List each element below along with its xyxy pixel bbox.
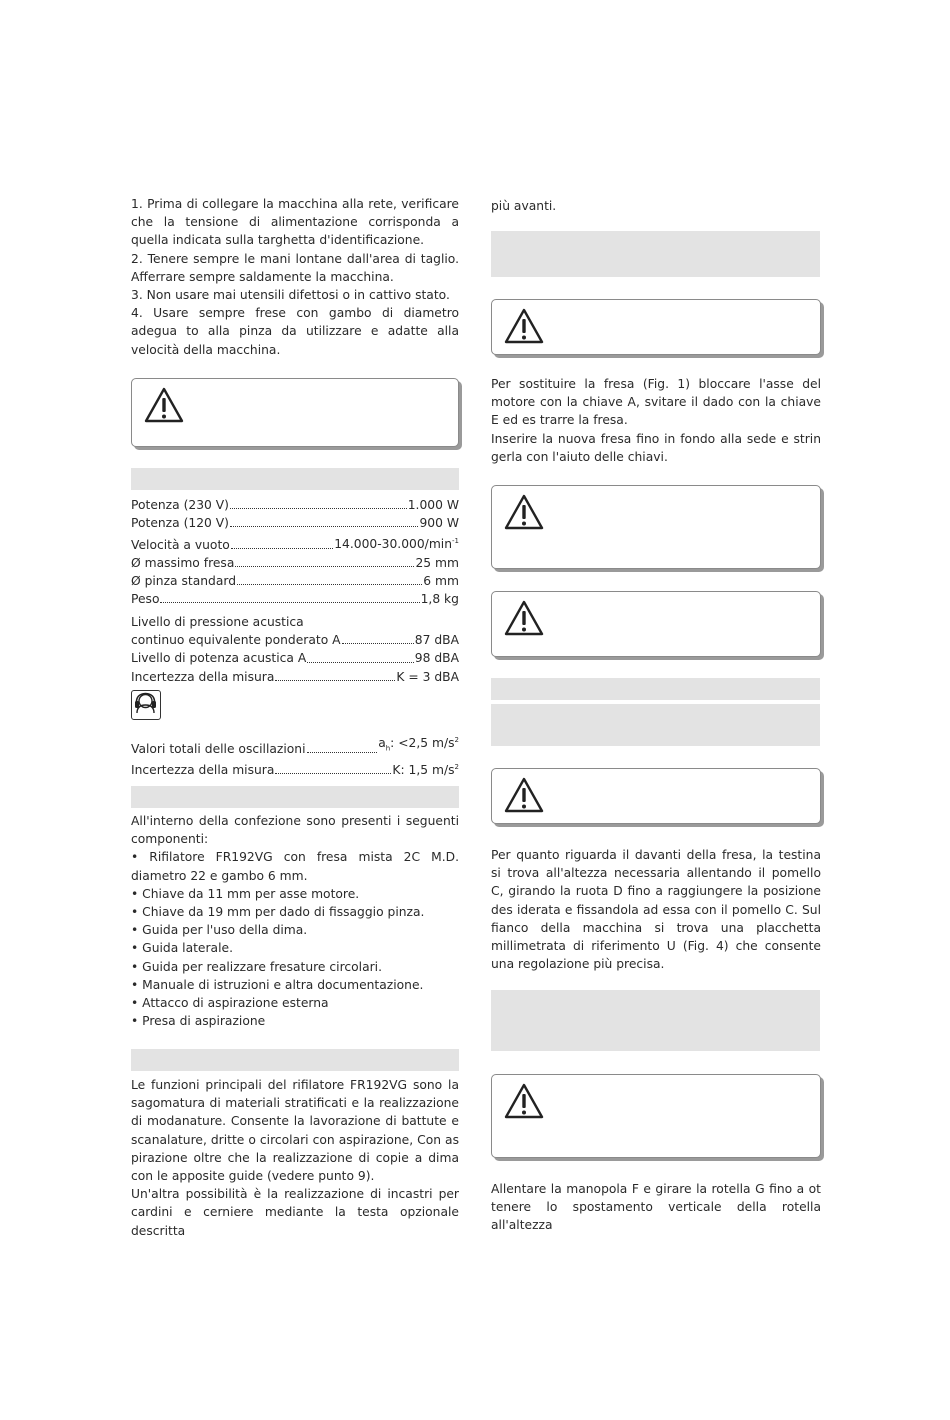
section-heading-band bbox=[131, 1049, 459, 1071]
height-adjust-text: Per quanto riguarda il davanti della fresa, la testina si trova all'altezza necessaria allentando il pomello C, girando la ruota D fino a raggiungere la posizione des iderata e fissandola ad essa con il pomello C. Sul fianco della macchina si trova una placchetta millimetrata di riferimento U (Fig. 4) che consente una regolazione più precisa. bbox=[491, 848, 821, 972]
warning-box bbox=[491, 1074, 821, 1158]
warning-box bbox=[131, 378, 459, 447]
instruction-2: 2. Tenere sempre le mani lontane dall'area di taglio. Afferrare sempre saldamente la macchina. bbox=[131, 251, 459, 284]
warning-box bbox=[491, 485, 821, 569]
spec-row: Potenza (120 V) 900 W bbox=[131, 516, 459, 531]
functions-paragraph: Un'altra possibilità è la realizzazione di incastri per cardini e cerniere mediante la testa opzionale descritta bbox=[131, 1187, 459, 1238]
section-heading-band bbox=[491, 231, 820, 277]
spec-row: Potenza (230 V) 1.000 W bbox=[131, 498, 459, 512]
warning-triangle-icon bbox=[504, 777, 544, 813]
ear-protection-icon bbox=[131, 690, 161, 720]
section-heading-band bbox=[491, 990, 820, 1051]
list-item: • Guida per l'uso della dima. bbox=[131, 923, 308, 938]
section-heading-band bbox=[491, 678, 820, 700]
list-item: • Guida per realizzare fresature circolari. bbox=[131, 959, 382, 974]
noise-row: Incertezza della misura K = 3 dBA bbox=[131, 669, 459, 684]
vibration-row: Valori totali delle oscillazioni $a_h$: <2,5 $m/s^2$ bbox=[131, 736, 459, 756]
noise-list bbox=[131, 613, 459, 686]
package-contents bbox=[131, 812, 459, 1030]
warning-triangle-icon bbox=[504, 600, 544, 636]
warning-box bbox=[491, 591, 821, 657]
instruction-1: 1. Prima di collegare la macchina alla rete, verificare che la tensione di alimentazione corrisponda a quella indicata sulla targhetta d'identificazione. bbox=[131, 197, 459, 248]
list-item: • Manuale di istruzioni e altra documentazione. bbox=[131, 977, 424, 992]
noise-row: continuo equivalente ponderato A 87 dBA bbox=[131, 633, 459, 648]
vibration-list bbox=[131, 731, 459, 779]
warning-box bbox=[491, 299, 821, 355]
vibration-row: Incertezza della misura K: 1,5 $m/s^2$ bbox=[131, 762, 459, 777]
replace-cutter-text: Per sostituire la fresa (Fig. 1) bloccare l'asse del motore con la chiave A, svitare il dado con la chiave E ed es trarre la fresa. Inserire la nuova fresa fino in fondo alla sede e strin gerla con l'aiuto delle chiavi. bbox=[491, 377, 821, 464]
functions-text bbox=[131, 1076, 459, 1240]
list-item: • Chiave da 19 mm per dado di fissaggio pinza. bbox=[131, 905, 425, 920]
spec-row: Velocità a vuoto $14.000-30.000/\min^{-1}$ bbox=[131, 537, 459, 552]
spec-row: Ø pinza standard 6 mm bbox=[131, 573, 459, 588]
wheel-adjust-text: Allentare la manopola F e girare la rotella G fino a ot tenere lo spostamento verticale della rotella all'altezza bbox=[491, 1182, 821, 1233]
section-heading-band bbox=[491, 704, 820, 746]
list-item: • Rifilatore FR192VG con fresa mista 2C M.D. diametro 22 e gambo 6 mm. bbox=[131, 850, 459, 883]
warning-triangle-icon bbox=[504, 494, 544, 530]
noise-row: Livello di potenza acustica A 98 dBA bbox=[131, 651, 459, 666]
list-item: • Attacco di aspirazione esterna bbox=[131, 996, 329, 1011]
warning-box bbox=[491, 768, 821, 824]
section-heading-band bbox=[131, 786, 459, 808]
specs-list bbox=[131, 496, 459, 608]
continued-text: più avanti. bbox=[491, 199, 557, 213]
spec-row: Ø massimo fresa 25 mm bbox=[131, 555, 459, 570]
list-item: • Presa di aspirazione bbox=[131, 1014, 266, 1029]
warning-triangle-icon bbox=[504, 1083, 544, 1119]
spec-row: Peso 1,8 kg bbox=[131, 592, 459, 607]
contents-intro: All'interno della confezione sono presenti i seguenti componenti: bbox=[131, 814, 459, 847]
list-item: • Guida laterale. bbox=[131, 941, 233, 956]
functions-paragraph: Le funzioni principali del rifilatore FR192VG sono la sagomatura di materiali stratificati e la realizzazione di modanature. Consente la lavorazione di battute e scanalature, dritte o circolari con aspirazione, Con as pirazione oltre che la realizzazione di copie a dima con le apposite guide (vedere punto 9). bbox=[131, 1078, 459, 1184]
warning-triangle-icon bbox=[144, 387, 184, 423]
instruction-3: 3. Non usare mai utensili difettosi o in cattivo stato. bbox=[131, 288, 450, 303]
section-heading-band bbox=[131, 468, 459, 490]
safety-instructions bbox=[131, 195, 459, 359]
warning-triangle-icon bbox=[504, 308, 544, 344]
noise-heading: Livello di pressione acustica bbox=[131, 615, 304, 629]
instruction-4: 4. Usare sempre frese con gambo di diametro adegua to alla pinza da utilizzare e adatte alla velocità della macchina. bbox=[131, 306, 459, 357]
list-item: • Chiave da 11 mm per asse motore. bbox=[131, 886, 360, 901]
